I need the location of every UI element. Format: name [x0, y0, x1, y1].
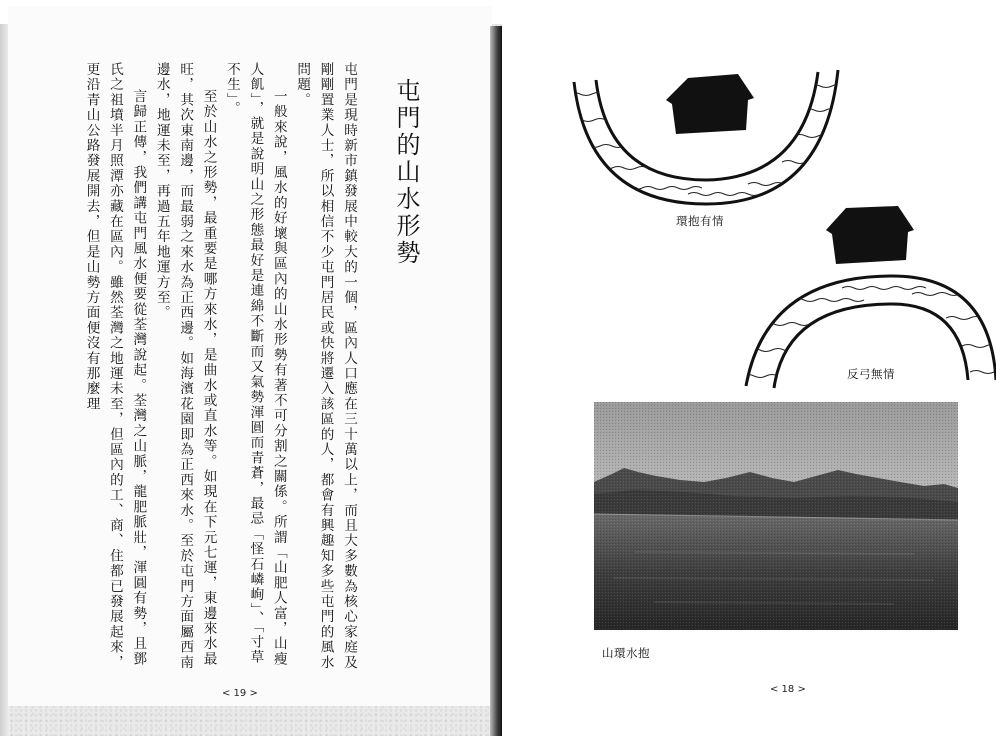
body-text [54, 62, 360, 678]
page-number-left: < 19 > [222, 688, 258, 699]
paragraph-1: 屯門是現時新市鎮發展中較大的一個，區內人口應在三十萬以上，而且大多數為核心家庭及剛剛置業人士，所以相信不少屯門居民或快將遷入該區的人，都會有興趣知多些屯門的風水問題。 [294, 62, 357, 670]
embracing-water-diagram [568, 64, 844, 214]
house-icon [826, 206, 914, 264]
caption-photo: 山環水抱 [602, 646, 650, 660]
page-number-right: < 18 > [770, 684, 806, 695]
landscape-photo [594, 402, 958, 630]
caption-reversed-bow: 反弓無情 [847, 367, 895, 381]
paragraph-3: 至於山水之形勢，最重要是哪方來水，是曲水或直水等。如現在下元七運，東邊來水最旺，其次東南邊，而最弱之來水為正西邊。如海濱花園即為正西來水。至於屯門方面屬西南邊水，地運未至，再過五年地運方至。 [153, 62, 217, 670]
house-icon [666, 74, 754, 134]
paragraph-4: 言歸正傳，我們講屯門風水便要從荃灣說起。荃灣之山脈，龍肥脈壯，渾圓有勢，且鄧氏之祖墳半月照潭亦藏在區內。雖然荃灣之地運未至，但區內的工、商、住都已發展起來，更沿青山公路發展開去，但是山勢方面便沒有那麼理 [83, 62, 147, 670]
reversed-bow-diagram [742, 200, 996, 392]
chapter-title: 屯門的山水形勢 [392, 78, 420, 267]
caption-embracing: 環抱有情 [676, 214, 724, 228]
book-spine [490, 26, 502, 736]
paragraph-2: 一般來說，風水的好壞與區內的山水形勢有著不可分割之關係。所謂「山肥人富，山瘦人飢」，就是說明山之形態最好是連綿不斷而又氣勢渾圓而青蒼，最忌「怪石嶙峋」、「寸草不生」。 [223, 62, 287, 667]
